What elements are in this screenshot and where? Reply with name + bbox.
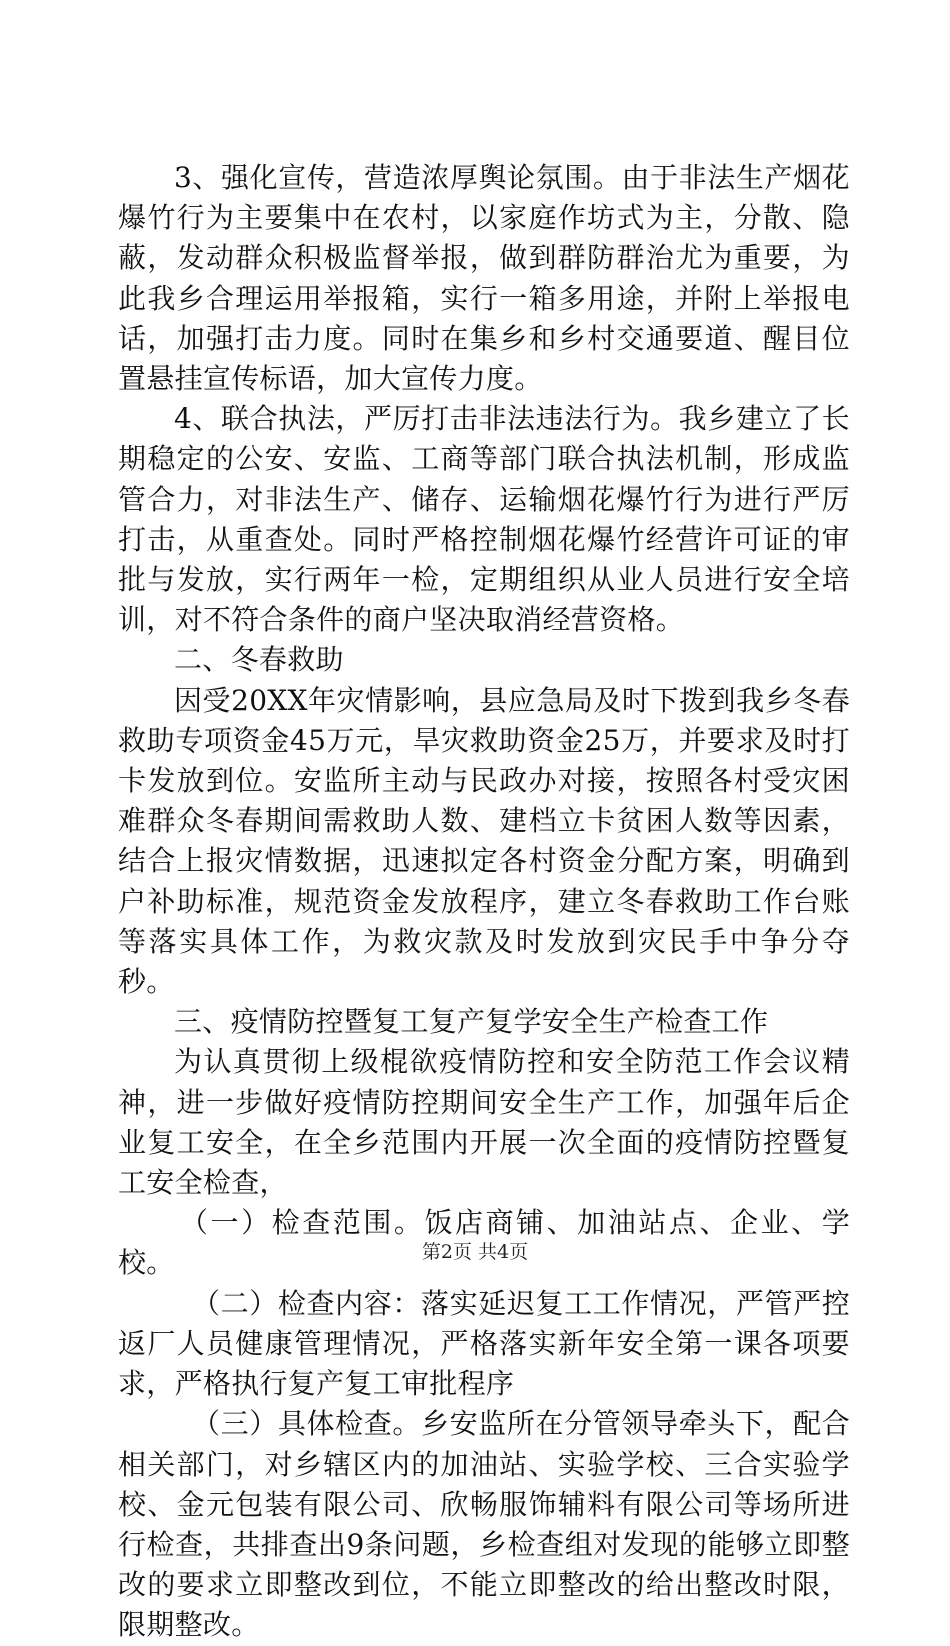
section-heading-epidemic-inspection: 三、疫情防控暨复工复产复学安全生产检查工作	[174, 1005, 769, 1039]
paragraph-inspection-scope: （一）检查范围。饭店商铺、加油站点、企业、学校。	[118, 1206, 850, 1280]
document-body	[118, 158, 850, 1646]
paragraph-specific-inspection: （三）具体检查。乡安监所在分管领导牵头下，配合相关部门，对乡辖区内的加油站、实验学校、三合实验学校、金元包装有限公司、欣畅服饰辅料有限公司等场所进行检查，共排查出9条问题，乡检查组对发现的能够立即整改的要求立即整改到位，不能立即整改的给出整改时限，限期整改。	[118, 1407, 850, 1642]
page-footer	[0, 1240, 950, 1264]
paragraph-inspection-content: （二）检查内容：落实延迟复工工作情况，严管严控返厂人员健康管理情况，严格落实新年安全第一课各项要求，严格执行复产复工审批程序	[118, 1286, 850, 1401]
page-number-label: 第2页 共4页	[421, 1241, 529, 1263]
section-heading-winter-spring-relief: 二、冬春救助	[174, 643, 344, 677]
paragraph-inspection-intro: 为认真贯彻上级棍欲疫情防控和安全防范工作会议精神，进一步做好疫情防控期间安全生产工作，加强年后企业复工安全，在全乡范围内开展一次全面的疫情防控暨复工安全检查，	[118, 1045, 850, 1200]
paragraph-joint-enforcement: 4、联合执法，严厉打击非法违法行为。我乡建立了长期稳定的公安、安监、工商等部门联合执法机制，形成监管合力，对非法生产、储存、运输烟花爆竹行为进行严厉打击，从重查处。同时严格控制烟花爆竹经营许可证的审批与发放，实行两年一检，定期组织从业人员进行安全培训，对不符合条件的商户坚决取消经营资格。	[118, 402, 850, 637]
paragraph-publicity: 3、强化宣传，营造浓厚舆论氛围。由于非法生产烟花爆竹行为主要集中在农村，以家庭作坊式为主，分散、隐蔽，发动群众积极监督举报，做到群防群治尤为重要，为此我乡合理运用举报箱，实行一箱多用途，并附上举报电话，加强打击力度。同时在集乡和乡村交通要道、醒目位置悬挂宣传标语，加大宣传力度。	[118, 161, 850, 396]
paragraph-relief-funds: 因受20XX年灾情影响，县应急局及时下拨到我乡冬春救助专项资金45万元，旱灾救助资金25万，并要求及时打卡发放到位。安监所主动与民政办对接，按照各村受灾困难群众冬春期间需救助人数、建档立卡贫困人数等因素，结合上报灾情数据，迅速拟定各村资金分配方案，明确到户补助标准，规范资金发放程序，建立冬春救助工作台账等落实具体工作，为救灾款及时发放到灾民手中争分夺秒。	[118, 683, 850, 999]
